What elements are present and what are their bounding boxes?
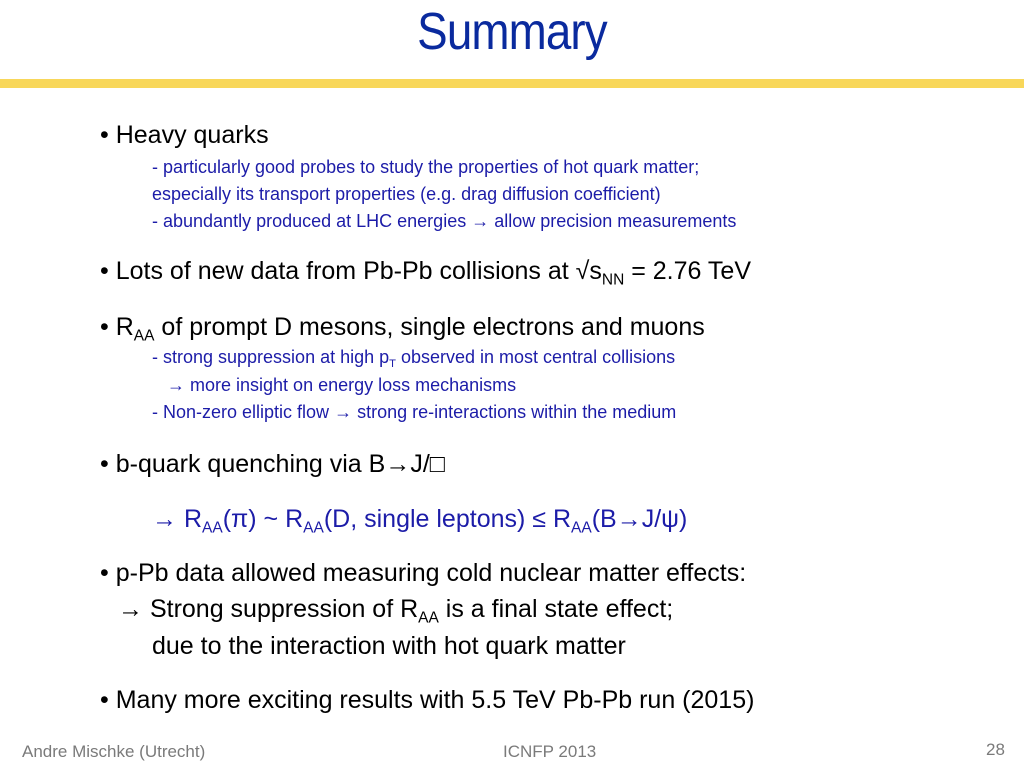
subscript: T — [389, 357, 396, 370]
raa-sub-1 — [152, 347, 675, 368]
subscript: AA — [303, 519, 324, 537]
heavy-sub-3-result: allow precision measurements — [494, 211, 737, 231]
raa-symbol: R — [285, 505, 304, 533]
arrow-icon: → — [616, 505, 642, 533]
ppb-line-2-tail: is a final state effect; — [438, 595, 674, 623]
bullet-heavy-quarks — [100, 121, 269, 150]
bullet-text-tail: = 2.76 TeV — [624, 257, 752, 285]
heavy-sub-3-text: - abundantly produced at LHC energies — [152, 211, 467, 231]
heavy-sub-3 — [152, 211, 736, 232]
relation-part-3: (B — [591, 505, 617, 533]
raa-symbol: R — [115, 313, 134, 341]
heavy-sub-2: especially its transport properties (e.g. drag diffusion coefficient) — [152, 184, 661, 204]
raa-sub-1-tail: observed in most central collisions — [395, 347, 676, 367]
bullet-raa — [100, 313, 705, 345]
missing-glyph-box: □ — [429, 450, 445, 478]
raa-sub-3 — [152, 402, 676, 423]
ppb-line-2 — [118, 595, 674, 627]
subscript: AA — [571, 519, 592, 537]
relation-part-1: (π) ~ — [222, 505, 286, 533]
bullet-ppb — [100, 559, 746, 588]
bullet-text: b-quark quenching via B — [115, 450, 386, 478]
bullet-symbol: • — [100, 559, 109, 587]
bullet-symbol: • — [100, 313, 109, 341]
subscript: AA — [202, 519, 223, 537]
footer-conference: ICNFP 2013 — [503, 742, 597, 761]
raa-sub-3-text: - Non-zero elliptic flow — [152, 402, 330, 422]
raa-symbol: R — [552, 505, 571, 533]
heavy-sub-1: - particularly good probes to study the properties of hot quark matter; — [152, 157, 700, 177]
ppb-line-3: due to the interaction with hot quark matter — [152, 632, 626, 660]
subscript: AA — [418, 609, 439, 627]
arrow-icon: → — [471, 211, 490, 231]
raa-sub-1-text: - strong suppression at high p — [152, 347, 390, 367]
bullet-new-data — [100, 257, 752, 289]
subscript: NN — [601, 271, 625, 289]
raa-relation — [152, 505, 688, 537]
ppb-line-2-text: Strong suppression of R — [149, 595, 419, 623]
bullet-text: Lots of new data from Pb-Pb collisions at √s — [115, 257, 602, 285]
arrow-icon: → — [118, 595, 143, 623]
subscript: AA — [133, 327, 155, 345]
bullet-many-more — [100, 686, 754, 715]
arrow-icon: → — [334, 402, 353, 422]
arrow-icon: → — [167, 375, 185, 395]
relation-part-2: (D, single leptons) ≤ — [323, 505, 553, 533]
bullet-bquark — [100, 450, 445, 479]
bullet-text: of prompt D mesons, single electrons and muons — [154, 313, 705, 341]
bullet-symbol: • — [100, 121, 109, 149]
bullet-text: Heavy quarks — [115, 121, 269, 149]
footer-page-number: 28 — [986, 740, 1005, 759]
bullet-symbol: • — [100, 257, 109, 285]
relation-part-4: J/ψ) — [641, 505, 688, 533]
raa-sub-3-result: strong re-interactions within the medium — [357, 402, 677, 422]
bullet-symbol: • — [100, 686, 109, 714]
raa-sub-2 — [167, 375, 516, 396]
slide-title: Summary — [417, 3, 607, 61]
bullet-text-tail: J/ — [410, 450, 430, 478]
raa-symbol: R — [183, 505, 203, 533]
arrow-icon: → — [152, 505, 177, 533]
bullet-symbol: • — [100, 450, 109, 478]
raa-sub-2-text: more insight on energy loss mechanisms — [190, 375, 517, 395]
arrow-icon: → — [385, 450, 411, 478]
footer-author: Andre Mischke (Utrecht) — [22, 742, 206, 761]
title-underline — [0, 79, 1024, 88]
bullet-text: p-Pb data allowed measuring cold nuclear matter effects: — [115, 559, 747, 587]
bullet-text: Many more exciting results with 5.5 TeV Pb-Pb run (2015) — [115, 686, 755, 714]
